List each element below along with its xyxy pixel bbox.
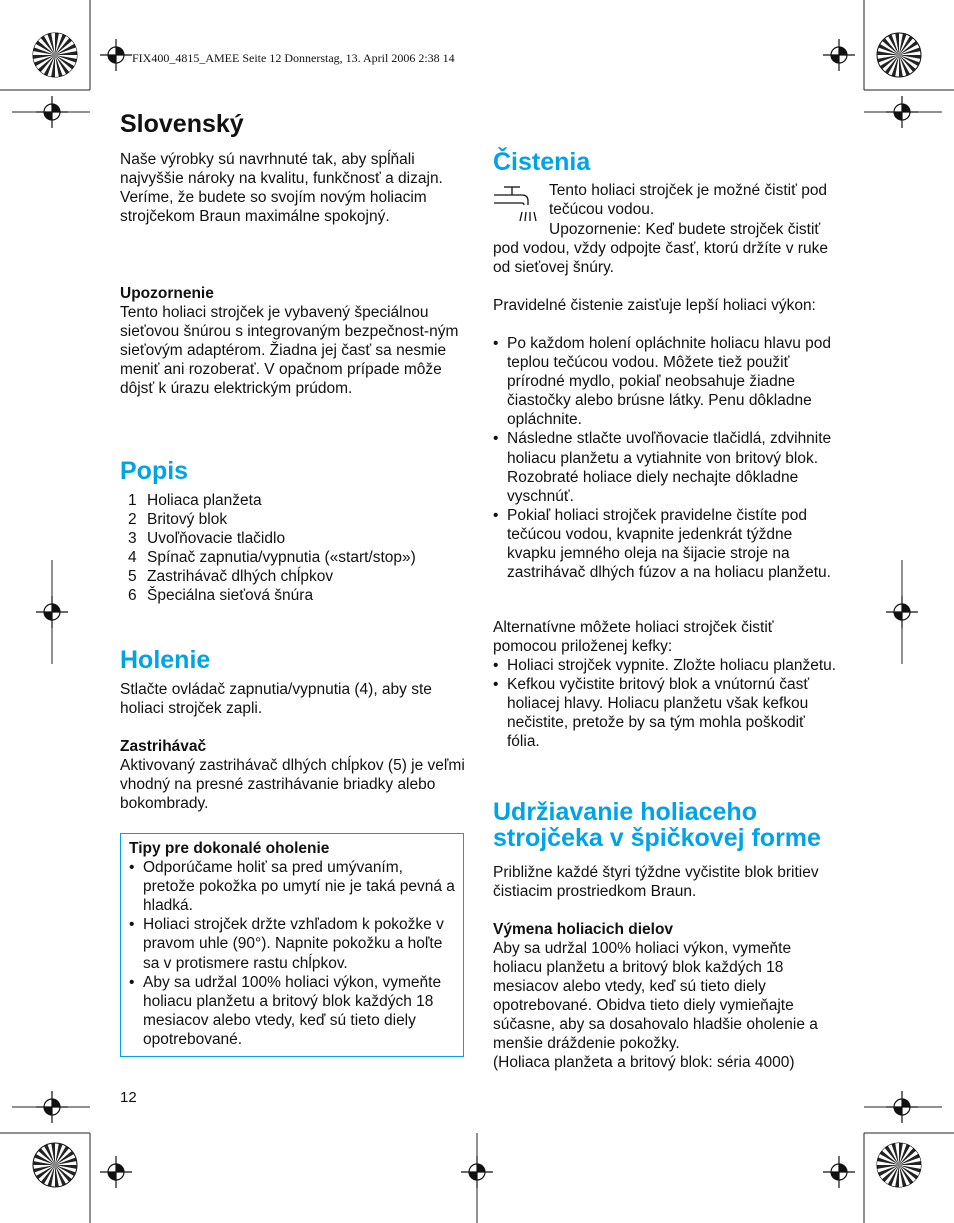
zastrihavac-heading: Zastrihávač bbox=[120, 738, 207, 755]
tips-box bbox=[120, 833, 464, 1057]
vymena-note: (Holiaca planžeta a britový blok: séria 4000) bbox=[493, 1054, 795, 1071]
registration-starburst bbox=[33, 33, 77, 77]
registration-starburst bbox=[877, 33, 921, 77]
holenie-heading: Holenie bbox=[120, 646, 211, 674]
tips-list bbox=[129, 858, 455, 1049]
vymena-heading: Výmena holiacich dielov bbox=[493, 921, 674, 938]
registration-crosshair bbox=[823, 39, 855, 71]
popis-item: 6 Špeciálna sieťová šnúra bbox=[128, 587, 314, 605]
registration-crosshair bbox=[886, 1091, 918, 1123]
registration-starburst bbox=[877, 1143, 921, 1187]
udrziavanie-text: Približne každé štyri týždne vyčistite blok britiev čistiacim prostriedkom Braun. bbox=[493, 864, 819, 901]
registration-crosshair bbox=[100, 39, 132, 71]
cistenia-alternative-text: Alternatívne môžete holiaci strojček čistiť pomocou priloženej kefky: bbox=[493, 619, 774, 656]
zastrihavac-text: Aktivovaný zastrihávač dlhých chĺpkov (5) je veľmi vhodný na presné zastrihávanie briadky alebo bokombrady. bbox=[120, 757, 465, 813]
page-title: Slovenský bbox=[120, 110, 244, 138]
cistenia-list-2 bbox=[493, 656, 838, 751]
tips-item: • Holiaci strojček držte vzhľadom k pokožke v pravom uhle (90°). Napnite pokožku a hoľte sa v protismere rastu chĺpkov. bbox=[129, 915, 455, 972]
registration-crosshair bbox=[100, 1156, 132, 1188]
cistenia-intro: Tento holiaci strojček je možné čistiť pod tečúcou vodou. bbox=[549, 182, 828, 219]
udrziavanie-heading bbox=[493, 799, 821, 851]
registration-crosshair bbox=[36, 96, 68, 128]
cistenia-item: • Holiaci strojček vypnite. Zložte holiacu planžetu. bbox=[493, 656, 838, 675]
popis-item: 4 Spínač zapnutia/vypnutia («start/stop») bbox=[128, 549, 416, 567]
tips-item: • Odporúčame holiť sa pred umývaním, pretože pokožka po umytí nie je taká pevná a hladká. bbox=[129, 858, 455, 915]
registration-crosshair bbox=[36, 596, 68, 628]
popis-item: 2 Britový blok bbox=[128, 511, 228, 529]
warning-text: Tento holiaci strojček je vybavený špeciálnou sieťovou šnúrou s integrovaným bezpečnost-ným sieťovým adaptérom. Žiadna jej časť sa nesmie meniť ani rozoberať. V opačnom prípade môže dôjsť k úrazu elektrickým prúdom. bbox=[120, 304, 459, 398]
intro-paragraph: Naše výrobky sú navrhnuté tak, aby spĺňali najvyššie nároky na kvalitu, funkčnosť a dizajn. Veríme, že budete so svojím novým holiacim strojčekom Braun maximálne spokojný. bbox=[120, 151, 443, 226]
popis-item: 3 Uvoľňovacie tlačidlo bbox=[128, 530, 286, 548]
tips-item: • Aby sa udržal 100% holiaci výkon, vymeňte holiacu planžetu a britový blok každých 18 mesiacov alebo vtedy, keď sú tieto diely opotrebované. bbox=[129, 973, 455, 1049]
cistenia-item: • Po každom holení opláchnite holiacu hlavu pod teplou tečúcou vodou. Môžete tiež použiť prírodné mydlo, pokiaľ neobsahuje žiadne čiastočky alebo brúsne látky. Penu dôkladne opláchnite. bbox=[493, 334, 838, 429]
registration-crosshair bbox=[461, 1156, 493, 1188]
cistenia-item: • Následne stlačte uvoľňovacie tlačidlá, zdvihnite holiacu planžetu a vytiahnite von britový blok. Rozobraté holiace diely nechajte dôkladne vyschnúť. bbox=[493, 429, 838, 505]
popis-item: 1 Holiaca planžeta bbox=[128, 492, 262, 509]
registration-crosshair bbox=[886, 96, 918, 128]
page-number: 12 bbox=[120, 1089, 137, 1106]
cistenia-item: • Pokiaľ holiaci strojček pravidelne čistíte pod tečúcou vodou, kvapnite jedenkrát týždne kvapku jemného oleja na šijacie stroje na zastrihávač dlhých fúzov a na holiacu planžetu. bbox=[493, 506, 838, 582]
cistenia-regular-text: Pravidelné čistenie zaisťuje lepší holiaci výkon: bbox=[493, 297, 816, 314]
popis-list bbox=[128, 491, 416, 606]
cistenia-item: • Kefkou vyčistite britový blok a vnútornú časť holiacej hlavy. Holiacu planžetu však kefkou nečistite, pretože by sa tým mohla poškodiť fólia. bbox=[493, 675, 838, 751]
cistenia-heading: Čistenia bbox=[493, 148, 591, 176]
registration-starburst bbox=[33, 1143, 77, 1187]
popis-item: 5 Zastrihávač dlhých chĺpkov bbox=[128, 568, 334, 586]
udrziavanie-heading-line2: strojčeka v špičkovej forme bbox=[493, 824, 821, 852]
registration-crosshair bbox=[36, 1091, 68, 1123]
registration-crosshair bbox=[886, 596, 918, 628]
cistenia-warning: Upozornenie: Keď budete strojček čistiť pod vodou, vždy odpojte časť, ktorú držíte v ruke od sieťovej šnúry. bbox=[493, 221, 828, 277]
vymena-text: Aby sa udržal 100% holiaci výkon, vymeňte holiacu planžetu a britový blok každých 18 mesiacov alebo vtedy, keď sú tieto diely opotrebované. Obidva tieto diely vymieňajte súčasne, aby sa dosahovalo hladšie oholenie a menšie dráždenie pokožky. bbox=[493, 940, 818, 1053]
print-header-line: FIX400_4815_AMEE Seite 12 Donnerstag, 13. April 2006 2:38 14 bbox=[132, 51, 455, 65]
udrziavanie-heading-line1: Udržiavanie holiaceho bbox=[493, 798, 757, 826]
registration-crosshair bbox=[823, 1156, 855, 1188]
warning-heading: Upozornenie bbox=[120, 285, 214, 302]
holenie-text: Stlačte ovládač zapnutia/vypnutia (4), aby ste holiaci strojček zapli. bbox=[120, 681, 432, 718]
tips-heading: Tipy pre dokonalé oholenie bbox=[129, 840, 330, 857]
cistenia-list-1 bbox=[493, 334, 838, 582]
popis-heading: Popis bbox=[120, 457, 189, 485]
